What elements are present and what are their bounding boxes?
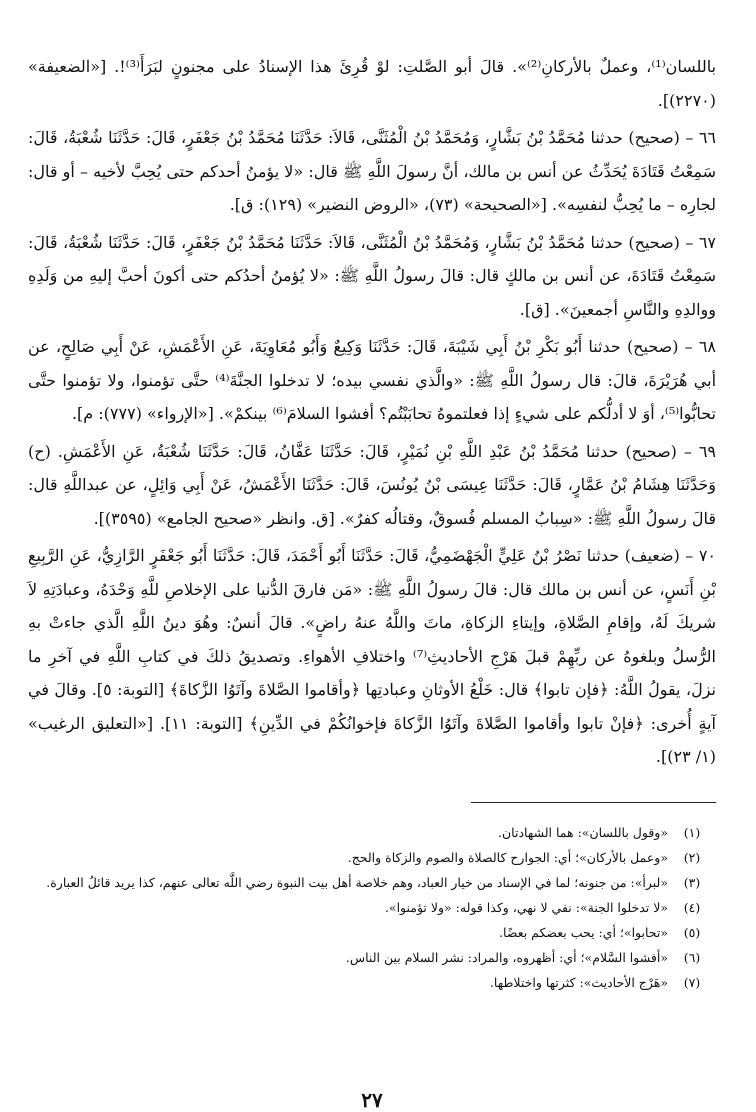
hadith-70: ٧٠ – (ضعيف) حدثنا نَصْرُ بْنُ عَلِيٍّ الْجَهْضَمِيُّ، قَالَ: حَدَّثَنَا أَبُو أَحْمَدَ، قَالَ: حَدَّثَنَا أَبُو جَعْفَرٍ الرَّازِيُّ، عَنِ الرَّبِيعِ بْنِ أَنَسٍ، عن أنس بن مالك قال: قالَ رسولُ اللَّهِ ﷺ: «مَن فارقَ الدُّنيا على الإخلاصِ للَّهِ وَحْدَهُ، وعبادَتِهِ لاَ شريكَ لَهُ، وإقامِ الصَّلاةِ، وإيتاءِ الزكاةِ، ماتَ واللَّهُ عنهُ راضٍ». قالَ أنسٌ: وهُوَ دينُ اللَّهِ الَّذي جاءتْ بهِ الرُّسلُ وبلغوهُ عن ربِّهِمْ قبلَ هَرْجِ الأحاديثِ⁽⁷⁾ واختلافِ الأهواءِ. وتصديقُ ذلكَ في كتابِ اللَّهِ في آخرِ ما نزلَ، يقولُ اللَّهُ: ﴿فإن تابوا﴾ قال: خَلْعُ الأوثانِ وعبادتِها ﴿وأقاموا الصَّلاةَ وآتَوُا الزَّكاةَ﴾ [التوبة: ٥]. وقالَ في آيةٍ أُخرى: ﴿فإنْ تابوا وأقاموا الصَّلاةَ وآتَوُا الزَّكاةَ فإخوانُكُمْ في الدِّينِ﴾ [التوبة: ١١]. [«التعليق الرغيب» (١/ ٢٣)].	[28, 546, 717, 766]
footnote-number: (٤)	[683, 900, 701, 915]
footnotes	[28, 820, 716, 995]
book-page	[28, 50, 717, 1112]
footnote-text: «لبرأ»: من جنونه؛ لما في الإسناد من خيار العباد، وهم خلاصة أهل بيت النبوة رضي اللَّه تعالى عنهم، كذا يريد قائلُ العبارة.	[46, 875, 668, 890]
footnote	[28, 920, 716, 945]
footnote	[28, 970, 716, 995]
footnote-text: «أفشوا السَّلام»؛ أي: أظهروه، والمراد: نشر السلام بين الناس.	[345, 950, 668, 965]
footnote-text: «وعمل بالأركان»؛ أي: الجوارح كالصلاة والصوم والزكاة والحج.	[347, 850, 668, 865]
main-text	[28, 50, 716, 774]
footnote	[28, 820, 716, 845]
footnote-separator	[471, 802, 716, 803]
hadith-65-end: باللسان⁽¹⁾، وعملٌ بالأركانِ⁽²⁾». قالَ أبو الصَّلتِ: لوْ قُرِئَ هذا الإسنادُ على مجنونٍ لبَرَأَ⁽³⁾!. [«الضعيفة» (٢٢٧٠)].	[28, 57, 717, 110]
footnote	[28, 945, 716, 970]
footnote-number: (٣)	[683, 875, 701, 890]
hadith-67: ٦٧ – (صحيح) حدثنا مُحَمَّدُ بْنُ بَشَّارٍ، وَمُحَمَّدُ بْنُ الْمُثَنَّى، قَالاَ: حَدَّثَنَا مُحَمَّدُ بْنُ جَعْفَرٍ، قَالَ: حَدَّثَنَا شُعْبَةُ، قَالَ: سَمِعْتُ قَتَادَةَ، عن أنس بن مالكٍ قال: قالَ رسولُ اللَّهِ ﷺ: «لا يُؤمنُ أحدُكم حتى أكونَ أحبَّ إليهِ من وَلَدِهِ ووالدِهِ والنَّاسِ أجمعينَ». [ق].	[28, 232, 716, 319]
footnote-number: (١)	[683, 825, 701, 840]
footnote-number: (٧)	[683, 975, 701, 990]
footnote-text: «وقول باللسان»: هما الشهادتان.	[498, 825, 668, 840]
footnote-text: «هَرْج الأحاديث»: كثرتها واختلاطها.	[489, 975, 668, 990]
hadith-66: ٦٦ – (صحيح) حدثنا مُحَمَّدُ بْنُ بَشَّارٍ، وَمُحَمَّدُ بْنُ الْمُثَنَّى، قَالاَ: حَدَّثَنَا مُحَمَّدُ بْنُ جَعْفَرٍ، قَالَ: حَدَّثَنَا شُعْبَةُ، قَالَ: سَمِعْتُ قَتَادَةَ يُحَدِّثُ عن أنس بن مالك، أنَّ رسولَ اللَّهِ ﷺ قال: «لا يؤمنُ أحدكم حتى يُحِبَّ لأخيه – أو قال: لجارِه – ما يُحِبُّ لنفسِه». [«الصحيحة» (٧٣)، «الروض النضير» (١٢٩): ق].	[28, 128, 717, 214]
footnote-number: (٦)	[683, 950, 701, 965]
footnote	[28, 870, 716, 895]
footnote-number: (٢)	[683, 850, 701, 865]
hadith-68: ٦٨ – (صحيح) حدثنا أَبُو بَكْرِ بْنُ أَبِي شَيْبَةَ، قَالَ: حَدَّثَنَا وَكِيعٌ وَأَبُو مُعَاوِيَةَ، عَنِ الأَعْمَشِ، عَنْ أَبِي صَالِحٍ، عن أبي هُرَيْرَةَ، قالَ: قال رسولُ اللَّهِ ﷺ: «والَّذي نفسي بيده؛ لا تدخلوا الجنَّةَ⁽⁴⁾ حتَّى تؤمنوا، ولا تؤمنوا حتَّى تحابُّوا⁽⁵⁾، أوَ لا أدلُّكم على شيءٍ إذا فعلتموهُ تحابَبْتُم؟ أفشوا السلامَ⁽⁶⁾ بينكمْ». [«الإرواء» (٧٧٧): م].	[28, 337, 717, 423]
footnote-text: «تحابوا»؛ أي: يحب بعضكم بعضًا.	[499, 925, 668, 940]
hadith-69: ٦٩ – (صحيح) حدثنا مُحَمَّدُ بْنُ عَبْدِ اللَّهِ بْنِ نُمَيْرٍ، قَالَ: حَدَّثَنَا عَفَّانُ، قَالَ: حَدَّثَنَا شُعْبَةُ، عَنِ الأَعْمَشِ. (ح) وَحَدَّثَنَا هِشَامُ بْنُ عَمَّارٍ، قَالَ: حَدَّثَنَا عِيسَى بْنُ يُونُسَ، قَالَ: حَدَّثَنَا الأَعْمَشُ، عَنْ أَبِي وَائِلٍ، عن عبداللَّهِ قال: قالَ رسولُ اللَّهِ ﷺ: «سِبابُ المسلم فُسوقٌ، وقتالُه كفرٌ». [ق. وانظر «صحيح الجامع» (٣٥٩٥)].	[28, 441, 716, 528]
footnote-number: (٥)	[683, 925, 701, 940]
page-number: ٢٧	[361, 1088, 383, 1112]
footnote	[28, 845, 716, 870]
footnote-text: «لا تدخلوا الجنة»: نفي لا نهي، وكذا قوله: «ولا تؤمنوا».	[384, 900, 668, 915]
footnote	[28, 895, 716, 920]
